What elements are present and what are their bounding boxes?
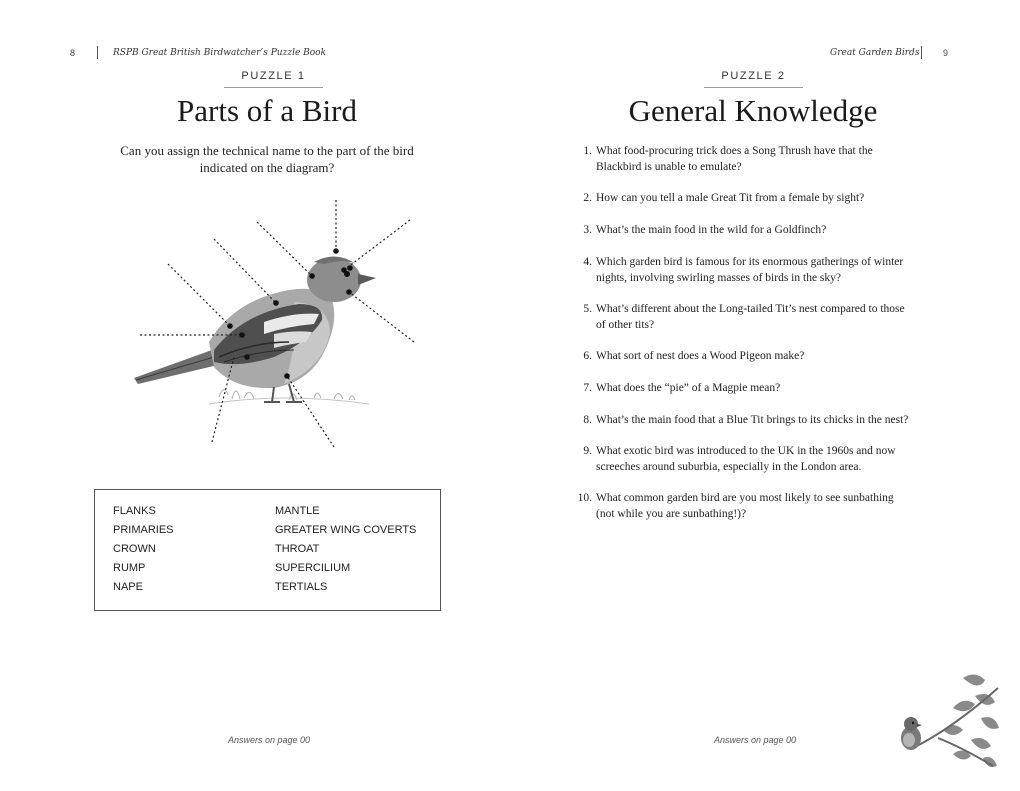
question-text: What’s the main food in the wild for a Goldfinch? xyxy=(596,224,827,236)
answer-options-box xyxy=(94,489,441,611)
option-label: MANTLE xyxy=(275,505,320,517)
intro-text: Can you assign the technical name to the part of the bird indicated on the diagram? xyxy=(120,143,414,175)
option-label: SUPERCILIUM xyxy=(275,562,351,574)
option-label: CROWN xyxy=(113,543,156,555)
answers-note: Answers on page 00 xyxy=(714,735,797,745)
question-number: 10. xyxy=(577,492,592,504)
option-label: PRIMARIES xyxy=(113,524,174,536)
question-number: 1. xyxy=(583,145,592,157)
question-text: What food-procuring trick does a Song Thrush have that the Blackbird is unable to emulate? xyxy=(596,145,873,173)
bird-beak xyxy=(358,274,376,285)
question-text: Which garden bird is famous for its enormous gatherings of winter nights, involving swirling masses of birds in the sky? xyxy=(596,256,904,284)
option-label: GREATER WING COVERTS xyxy=(275,524,417,536)
option-label: RUMP xyxy=(113,562,146,574)
running-head: RSPB Great British Birdwatcher’s Puzzle Book xyxy=(113,48,327,58)
bird-tail xyxy=(134,350,222,384)
divider xyxy=(921,46,922,59)
option-label: THROAT xyxy=(275,543,320,555)
question-number: 7. xyxy=(583,382,592,394)
option-label: FLANKS xyxy=(113,505,156,517)
divider xyxy=(97,46,98,59)
bird-diagram xyxy=(124,192,424,454)
question-number: 4. xyxy=(583,256,592,268)
option-label: TERTIALS xyxy=(275,581,328,593)
page-number: 8 xyxy=(70,48,76,58)
question-number: 9. xyxy=(583,445,592,457)
question-text: What’s different about the Long-tailed Tit’s nest compared to those of other tits? xyxy=(596,303,905,331)
question-text: What exotic bird was introduced to the UK in the 1960s and now screeches around suburbia, especially in the London area. xyxy=(596,445,896,473)
puzzle-label: PUZZLE 2 xyxy=(704,70,803,88)
page-title: Parts of a Bird xyxy=(177,93,357,128)
question-text: What does the “pie” of a Magpie mean? xyxy=(596,382,781,394)
question-text: How can you tell a male Great Tit from a female by sight? xyxy=(596,192,865,204)
running-head: Great Garden Birds xyxy=(830,48,920,58)
page-title: General Knowledge xyxy=(628,93,878,128)
puzzle-label: PUZZLE 1 xyxy=(224,70,323,88)
question-number: 2. xyxy=(583,192,592,204)
question-text: What sort of nest does a Wood Pigeon make? xyxy=(596,350,805,362)
question-number: 3. xyxy=(583,224,592,236)
question-number: 5. xyxy=(583,303,592,315)
page-number: 9 xyxy=(943,48,949,58)
robin-branch-icon xyxy=(893,668,1003,773)
question-number: 8. xyxy=(583,414,592,426)
question-text: What’s the main food that a Blue Tit brings to its chicks in the nest? xyxy=(596,414,909,426)
robin-illustration xyxy=(893,668,1003,773)
answers-note: Answers on page 00 xyxy=(228,735,311,745)
bird-illustration xyxy=(124,192,424,454)
question-text: What common garden bird are you most likely to see sunbathing (not while you are sunbathing!)? xyxy=(596,492,894,520)
question-number: 6. xyxy=(583,350,592,362)
option-label: NAPE xyxy=(113,581,143,593)
